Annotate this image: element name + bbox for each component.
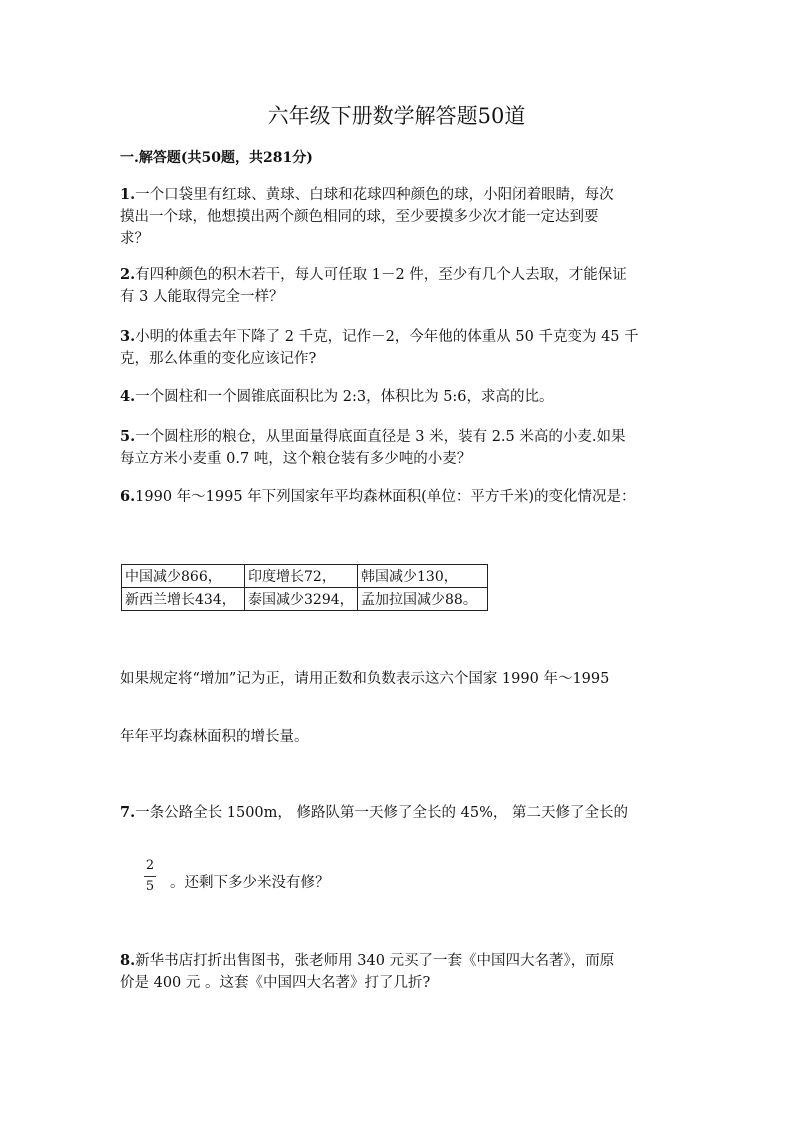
forest-area-table xyxy=(121,564,488,611)
question-text-line: 小明的体重去年下降了 2 千克，记作－2，今年他的体重从 50 千克变为 45 千 xyxy=(135,329,639,345)
question-text-line: 一条公路全长 1500m， 修路队第一天修了全长的 45%， 第二天修了全长的 xyxy=(135,805,628,821)
question-text-line: 一个圆柱形的粮仓，从里面量得底面直径是 3 米，装有 2.5 米高的小麦.如果 xyxy=(135,429,626,445)
question-number: 7. xyxy=(120,804,136,821)
question-number: 8. xyxy=(120,952,136,969)
question-6-followup-line: 如果规定将“增加”记为正，请用正数和负数表示这六个国家 1990 年～1995 xyxy=(120,671,610,687)
question-text-line: 摸出一个球，他想摸出两个颜色相同的球，至少要摸多少次才能一定达到要 xyxy=(120,209,599,225)
question-text-line: 1990 年～1995 年下列国家年平均森林面积(单位：平方千米)的变化情况是： xyxy=(135,489,636,505)
question-6-followup-line: 年年平均森林面积的增长量。 xyxy=(120,729,309,745)
fraction-bar xyxy=(144,876,156,877)
fraction-numerator: 2 xyxy=(145,858,155,873)
page-title: 六年级下册数学解答题50道 xyxy=(267,104,526,128)
question-text-line: 价是 400 元 。这套《中国四大名著》打了几折? xyxy=(120,975,431,991)
question-6 xyxy=(120,486,680,508)
question-number: 4. xyxy=(120,388,136,405)
question-text-line: 有四种颜色的积木若干，每人可任取 1－2 件，至少有几个人去取，才能保证 xyxy=(135,267,627,283)
question-number: 6. xyxy=(120,488,136,505)
fraction xyxy=(144,857,156,896)
question-4 xyxy=(120,386,680,408)
question-text-line: 克，那么体重的变化应该记作? xyxy=(120,351,317,367)
table-cell: 泰国减少3294， xyxy=(245,588,358,611)
section-heading: 一.解答题(共50题，共281分) xyxy=(120,150,313,166)
table-cell: 孟加拉国减少88。 xyxy=(358,588,488,611)
table-row xyxy=(122,588,488,611)
question-number: 5. xyxy=(120,428,136,445)
table-cell: 中国减少866， xyxy=(122,565,245,588)
question-text-line: 。还剩下多少米没有修？ xyxy=(170,875,330,891)
question-2 xyxy=(120,264,680,308)
question-1 xyxy=(120,184,680,250)
question-3 xyxy=(120,326,680,370)
question-5 xyxy=(120,426,680,470)
table-cell: 新西兰增长434， xyxy=(122,588,245,611)
question-text-line: 有 3 人能取得完全一样？ xyxy=(120,289,284,305)
table-cell: 印度增长72， xyxy=(245,565,358,588)
question-text-line: 每立方米小麦重 0.7 吨，这个粮仓装有多少吨的小麦？ xyxy=(120,451,472,467)
question-text-line: 求？ xyxy=(120,231,149,247)
question-number: 3. xyxy=(120,328,136,345)
question-number: 2. xyxy=(120,266,136,283)
question-text-line: 一个口袋里有红球、黄球、白球和花球四种颜色的球，小阳闭着眼睛，每次 xyxy=(135,187,614,203)
question-7 xyxy=(120,802,680,824)
question-8 xyxy=(120,950,680,994)
question-number: 1. xyxy=(120,186,136,203)
table-cell: 韩国减少130， xyxy=(358,565,488,588)
question-text-line: 一个圆柱和一个圆锥底面积比为 2:3，体积比为 5:6，求高的比。 xyxy=(135,389,554,405)
table-row xyxy=(122,565,488,588)
fraction-denominator: 5 xyxy=(145,879,155,894)
question-text-line: 新华书店打折出售图书，张老师用 340 元买了一套《中国四大名著》，而原 xyxy=(135,953,615,969)
